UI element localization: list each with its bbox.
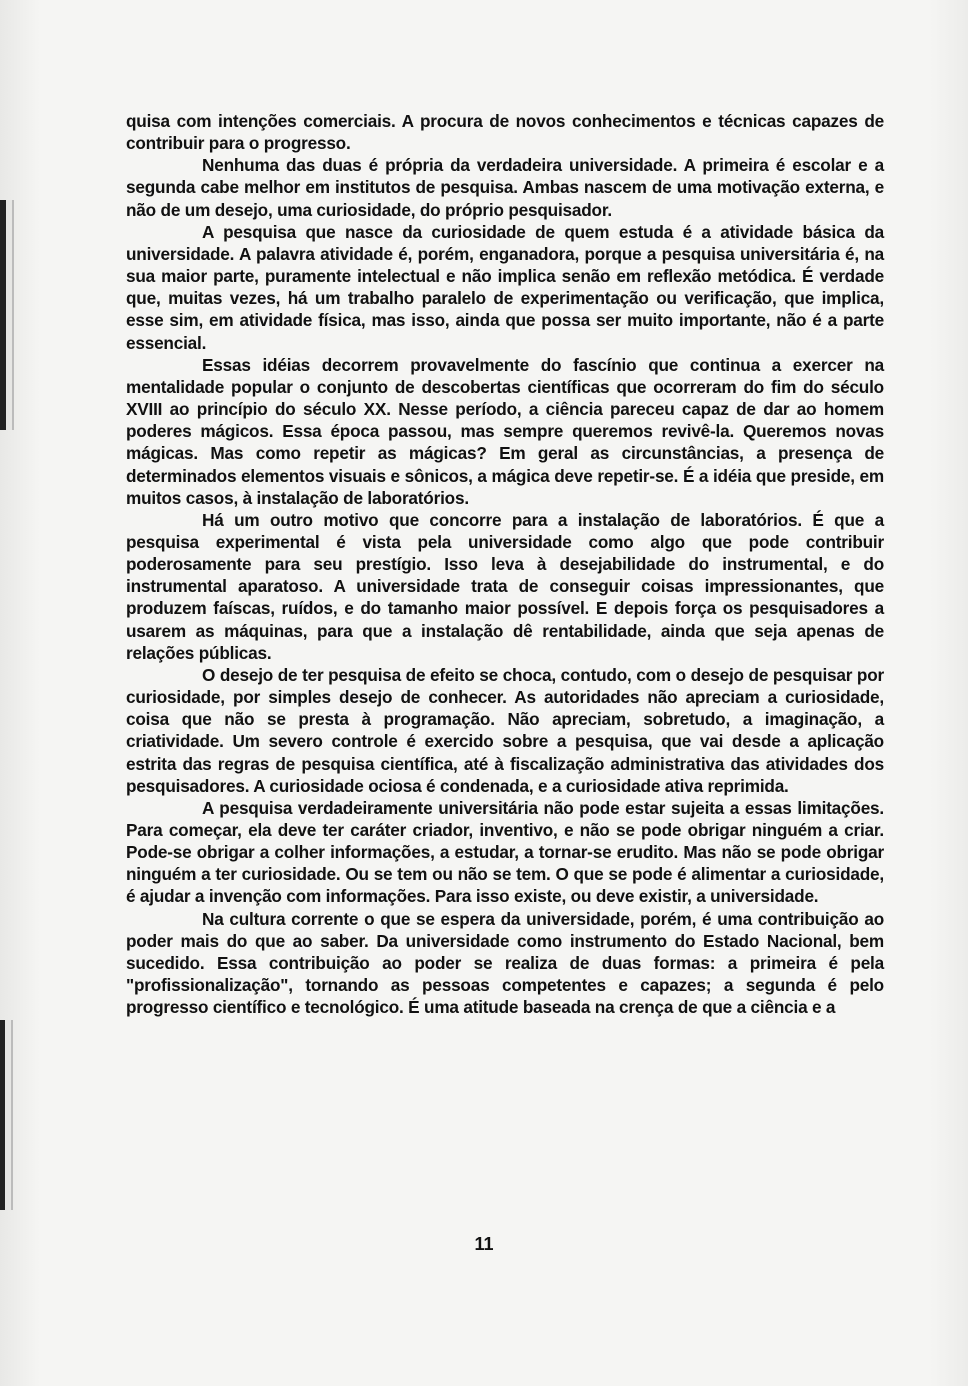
binding-edge-top	[0, 200, 22, 430]
paragraph: Há um outro motivo que concorre para a instalação de laboratórios. É que a pesquisa experimental é vista pela universidade como algo que pode contribuir poderosamente para seu prestígio. Isso leva à desejabilidade do instrumental, e do instrumental aparatoso. A universidade trata de conseguir coisas impressionantes, que produzem faíscas, ruídos, e do tamanho maior possível. E depois força os pesquisadores a usarem as máquinas, para que a instalação dê rentabilidade, ainda que seja apenas de relações públicas.	[126, 509, 884, 663]
page-number: 11	[474, 1234, 494, 1254]
paragraph: A pesquisa que nasce da curiosidade de quem estuda é a atividade básica da universidade. A palavra atividade é, porém, enganadora, porque a pesquisa universitária é, na sua maior parte, puramente intelectual e não implica senão em reflexão metódica. É verdade que, muitas vezes, há um trabalho paralelo de experimentação ou verificação, que implica, esse sim, em atividade física, mas isso, ainda que possa ser muito importante, não é a parte essencial.	[126, 221, 884, 353]
body-text	[126, 110, 884, 1018]
binding-edge-bottom	[0, 1020, 22, 1210]
paragraph: O desejo de ter pesquisa de efeito se choca, contudo, com o desejo de pesquisar por curiosidade, por simples desejo de conhecer. As autoridades não apreciam a curiosidade, coisa que não se presta à programação. Não apreciam, sobretudo, a imaginação, a criatividade. Um severo controle é exercido sobre a pesquisa, que vai desde a aplicação estrita das regras de pesquisa científica, até à fiscalização administrativa das atividades dos pesquisadores. A curiosidade ociosa é condenada, e a curiosidade ativa reprimida.	[126, 664, 884, 796]
paragraph: Nenhuma das duas é própria da verdadeira universidade. A primeira é escolar e a segunda cabe melhor em institutos de pesquisa. Ambas nascem de uma motivação externa, e não de um desejo, uma curiosidade, do próprio pesquisador.	[126, 155, 884, 220]
paragraph: A pesquisa verdadeiramente universitária não pode estar sujeita a essas limitações. Para começar, ela deve ter caráter criador, inventivo, e não se pode obrigar ninguém a criar. Pode-se obrigar a colher informações, a estudar, a tornar-se erudito. Mas não se pode obrigar ninguém a ter curiosidade. Ou se tem ou não se tem. O que se pode é alimentar a curiosidade, é ajudar a invenção com informações. Para isso existe, ou deve existir, a universidade.	[126, 797, 884, 907]
paragraph: quisa com intenções comerciais. A procura de novos conhecimentos e técnicas capazes de contribuir para o progresso.	[126, 111, 884, 154]
paragraph: Na cultura corrente o que se espera da universidade, porém, é uma contribuição ao poder mais do que ao saber. Da universidade como instrumento do Estado Nacional, bem sucedido. Essa contribuição ao poder se realiza de duas formas: a primeira é pela "profissionalização", tornando as pessoas competentes e capazes; a segunda é pelo progresso científico e tecnológico. É uma atitude baseada na crença de que a ciência e a	[126, 908, 884, 1018]
paragraph: Essas idéias decorrem provavelmente do fascínio que continua a exercer na mentalidade popular o conjunto de descobertas científicas que ocorreram do fim do século XVIII ao princípio do século XX. Nesse período, a ciência pareceu capaz de dar ao homem poderes mágicos. Essa época passou, mas sempre queremos revivê-la. Queremos novas mágicas. Mas como repetir as mágicas? Em geral as circunstâncias, a presença de determinados elementos visuais e sônicos, a mágica deve repetir-se. É a idéia que preside, em muitos casos, à instalação de laboratórios.	[126, 354, 884, 508]
